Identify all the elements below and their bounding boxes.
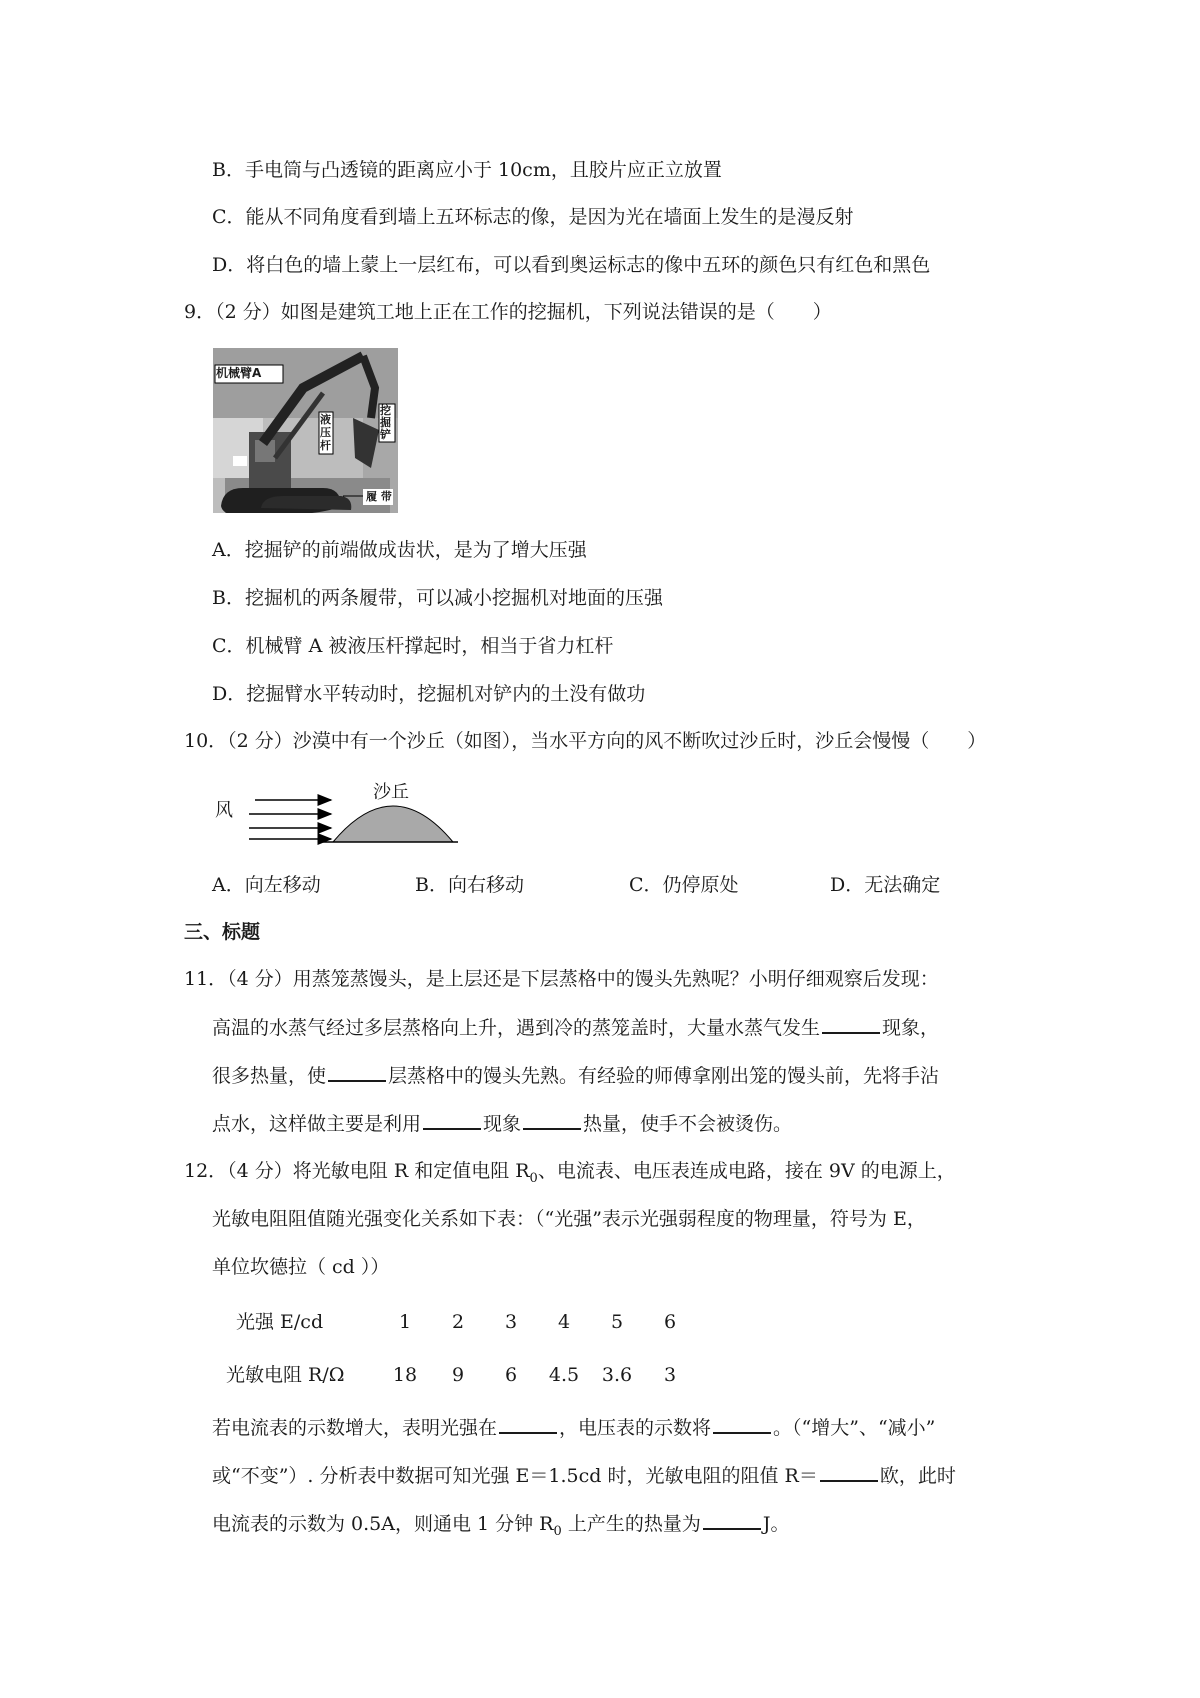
q11-line-4-text-b: 现象 xyxy=(483,1113,522,1135)
q12-line-5 xyxy=(212,1462,956,1489)
answer-blank[interactable] xyxy=(820,1462,878,1482)
table-cell: 1 xyxy=(398,1311,412,1333)
q10-option-d: D．无法确定 xyxy=(830,874,941,896)
dune-label: 沙丘 xyxy=(373,782,409,803)
q10-option-a: A．向左移动 xyxy=(212,874,321,896)
q11-line-3 xyxy=(212,1062,939,1089)
table-cell: 2 xyxy=(451,1311,465,1333)
excavator-label-arm: 机械臂A xyxy=(216,366,262,380)
q12-line-1-subscript: 0 xyxy=(529,1170,538,1186)
table-cell: 3 xyxy=(504,1311,518,1333)
q12-line-6-text-b: 上产生的热量为 xyxy=(561,1513,701,1535)
q12-line-1-text-b: 、电流表、电压表连成电路，接在 9V 的电源上， xyxy=(537,1160,956,1182)
q11-line-2-text-b: 现象， xyxy=(882,1017,940,1039)
table-cell: 18 xyxy=(392,1364,418,1386)
q11-line-3-text-b: 层蒸格中的馒头先熟。有经验的师傅拿刚出笼的馒头前，先将手沾 xyxy=(388,1065,940,1087)
q12-line-4-text-a: 若电流表的示数增大，表明光强在 xyxy=(212,1417,498,1439)
q12-line-6 xyxy=(212,1510,789,1545)
q8-option-b: B．手电筒与凸透镜的距离应小于 10cm，且胶片应正立放置 xyxy=(212,159,722,181)
q11-line-4-text-a: 点水，这样做主要是利用 xyxy=(212,1113,422,1135)
q11-line-1: 11．（4 分）用蒸笼蒸馒头，是上层还是下层蒸格中的馒头先熟呢？小明仔细观察后发现： xyxy=(184,968,939,990)
q12-line-4-text-c: 。（“增大”、“减小” xyxy=(773,1417,936,1439)
answer-blank[interactable] xyxy=(328,1062,386,1082)
q12-line-4 xyxy=(212,1414,935,1441)
table-cell: 3 xyxy=(663,1364,677,1386)
q12-line-1 xyxy=(184,1158,956,1192)
q12-line-1-text-a: 12．（4 分）将光敏电阻 R 和定值电阻 R xyxy=(184,1160,530,1182)
q12-line-3: 单位坎德拉（ cd ）） xyxy=(212,1256,390,1278)
table-cell: 4 xyxy=(557,1311,571,1333)
q12-line-5-text-a: 或“不变”）. 分析表中数据可知光强 E＝1.5cd 时，光敏电阻的阻值 R＝ xyxy=(212,1465,818,1487)
q11-line-3-text-a: 很多热量，使 xyxy=(212,1065,327,1087)
answer-blank[interactable] xyxy=(523,1110,581,1130)
q11-line-4 xyxy=(212,1110,792,1137)
table-row-1-header: 光强 E/cd xyxy=(236,1311,324,1333)
answer-blank[interactable] xyxy=(423,1110,481,1130)
excavator-label-rod: 液压杆 xyxy=(320,413,331,452)
table-row-2-header: 光敏电阻 R/Ω xyxy=(226,1364,345,1386)
q11-line-2-text-a: 高温的水蒸气经过多层蒸格向上升，遇到冷的蒸笼盖时，大量水蒸气发生 xyxy=(212,1017,821,1039)
wind-label: 风 xyxy=(215,800,233,821)
table-cell: 4.5 xyxy=(548,1364,580,1386)
q12-line-6-subscript: 0 xyxy=(553,1523,562,1539)
answer-blank[interactable] xyxy=(499,1414,557,1434)
table-cell: 6 xyxy=(504,1364,518,1386)
excavator-label-shovel: 挖掘铲 xyxy=(380,404,391,441)
q9-option-b: B．挖掘机的两条履带，可以减小挖掘机对地面的压强 xyxy=(212,587,663,609)
table-cell: 9 xyxy=(451,1364,465,1386)
answer-blank[interactable] xyxy=(703,1510,761,1530)
q9-option-a: A．挖掘铲的前端做成齿状，是为了增大压强 xyxy=(212,539,587,561)
q9-stem: 9．（2 分）如图是建筑工地上正在工作的挖掘机，下列说法错误的是（ ） xyxy=(184,301,832,323)
q12-line-5-text-b: 欧，此时 xyxy=(879,1465,956,1487)
q12-line-2: 光敏电阻阻值随光强变化关系如下表：（“光强”表示光强弱程度的物理量，符号为 E， xyxy=(212,1208,926,1230)
excavator-label-track: 履 带 xyxy=(366,490,392,503)
q12-line-6-text-a: 电流表的示数为 0.5A，则通电 1 分钟 R xyxy=(212,1513,554,1535)
table-cell: 3.6 xyxy=(601,1364,633,1386)
section-heading: 三、标题 xyxy=(184,921,261,943)
q10-option-b: B．向右移动 xyxy=(415,874,524,896)
answer-blank[interactable] xyxy=(713,1414,771,1434)
q10-stem: 10．（2 分）沙漠中有一个沙丘（如图），当水平方向的风不断吹过沙丘时，沙丘会慢慢（ ） xyxy=(184,730,987,752)
table-cell: 6 xyxy=(663,1311,677,1333)
answer-blank[interactable] xyxy=(822,1014,880,1034)
table-cell: 5 xyxy=(610,1311,624,1333)
q9-option-c: C．机械臂 A 被液压杆撑起时，相当于省力杠杆 xyxy=(212,635,614,657)
q11-line-4-text-c: 热量，使手不会被烫伤。 xyxy=(583,1113,793,1135)
q8-option-d: D．将白色的墙上蒙上一层红布，可以看到奥运标志的像中五环的颜色只有红色和黑色 xyxy=(212,254,931,276)
q11-line-2 xyxy=(212,1014,939,1041)
q9-option-d: D．挖掘臂水平转动时，挖掘机对铲内的土没有做功 xyxy=(212,683,646,705)
q12-line-6-text-c: J。 xyxy=(762,1513,790,1535)
q12-line-4-text-b: ，电压表的示数将 xyxy=(559,1417,712,1439)
sand-dune-figure xyxy=(213,780,463,850)
q8-option-c: C．能从不同角度看到墙上五环标志的像，是因为光在墙面上发生的是漫反射 xyxy=(212,206,854,228)
q10-option-c: C．仍停原处 xyxy=(629,874,739,896)
